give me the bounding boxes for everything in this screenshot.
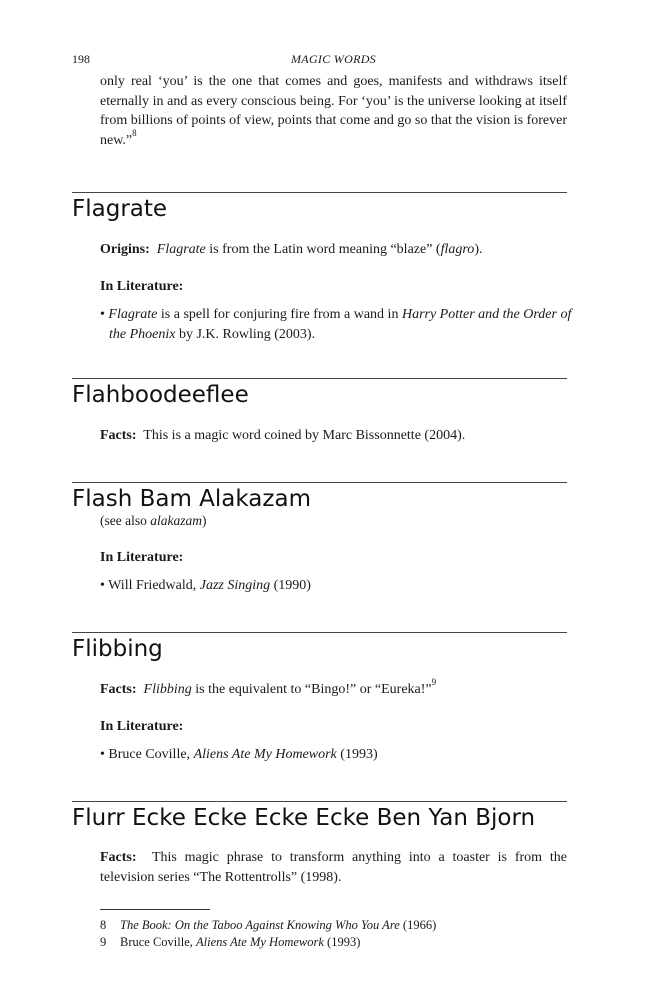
lit-year: (1990) <box>270 578 311 593</box>
footnote-8 <box>100 917 436 934</box>
section-divider <box>72 378 567 379</box>
footnote-title: The Book: On the Taboo Against Knowing Who You Are <box>120 918 400 932</box>
origins-text-end: ). <box>474 242 483 257</box>
flagrate-lit-item <box>100 305 576 344</box>
bullet-symbol: • <box>100 578 105 593</box>
running-head-title: MAGIC WORDS <box>291 52 376 66</box>
facts-word: Flibbing <box>143 682 192 697</box>
lit-text-end: by J.K. Rowling (2003). <box>175 326 316 342</box>
facts-label: Facts: <box>100 850 137 865</box>
section-divider <box>72 192 567 193</box>
page-number: 198 <box>72 52 90 66</box>
footnote-ref-8[interactable]: 8 <box>132 127 137 138</box>
entry-title-flagrate: Flagrate <box>72 196 168 222</box>
lit-year: (1993) <box>336 747 378 762</box>
entry-title-flurr-ecke: Flurr Ecke Ecke Ecke Ecke Ben Yan Bjorn <box>72 805 536 831</box>
footnote-rest: (1966) <box>399 918 437 932</box>
flagrate-lit-heading: In Literature: <box>100 279 184 294</box>
section-divider <box>72 801 567 802</box>
intro-text: only real ‘you’ is the one that comes and goes, manifests and withdraws itself eternally in and as every conscious being. For ‘you’ is the universe looking at itself from billions of points of view, points that come and go so that the vision is forever new.” <box>100 74 567 148</box>
flahboodeeflee-facts <box>100 426 567 446</box>
see-also-close: ) <box>201 513 207 528</box>
facts-text: This magic phrase to transform anything into a toaster is from the television series “The Rottentrolls” (1998). <box>100 850 567 885</box>
flash-bam-lit-item <box>100 576 567 596</box>
flibbing-lit-heading: In Literature: <box>100 719 184 734</box>
footnote-title: Aliens Ate My Homework <box>196 935 324 949</box>
lit-author: Will Friedwald, <box>108 578 200 593</box>
entry-title-flash-bam-alakazam: Flash Bam Alakazam <box>72 486 311 512</box>
flash-bam-see-also <box>100 511 567 531</box>
flibbing-facts <box>100 677 567 700</box>
facts-label: Facts: <box>100 682 137 697</box>
footnote-9 <box>100 934 360 951</box>
bullet-symbol: • <box>100 307 105 322</box>
flurr-facts <box>100 848 567 887</box>
flibbing-lit-item <box>100 745 567 765</box>
facts-text: is the equivalent to “Bingo!” or “Eureka!” <box>191 682 432 697</box>
lit-book: Jazz Singing <box>199 578 271 593</box>
origins-text: is from the Latin word meaning “blaze” ( <box>205 242 441 257</box>
section-divider <box>72 632 567 633</box>
footnote-rest: (1993) <box>323 935 361 949</box>
lit-book: Harry Potter and the Order of the Phoenix <box>109 307 572 342</box>
flash-bam-lit-heading: In Literature: <box>100 550 184 565</box>
footnote-divider <box>100 909 210 910</box>
entry-title-flibbing: Flibbing <box>72 636 163 662</box>
bullet-symbol: • <box>100 747 105 762</box>
lit-book: Aliens Ate My Homework <box>193 747 337 762</box>
flagrate-origins <box>100 240 567 260</box>
lit-author: Bruce Coville, <box>108 747 194 762</box>
origins-word: Flagrate <box>156 242 206 257</box>
intro-paragraph <box>100 72 567 150</box>
facts-label: Facts: <box>100 428 137 443</box>
origins-latin: flagro <box>440 242 475 257</box>
see-also-link[interactable]: alakazam <box>150 513 202 528</box>
see-also-text: (see also <box>100 513 151 528</box>
facts-text: This is a magic word coined by Marc Bissonnette (2004). <box>143 428 466 443</box>
footnote-author: Bruce Coville, <box>120 935 197 949</box>
lit-word: Flagrate <box>108 307 158 322</box>
lit-text: is a spell for conjuring fire from a wand in <box>157 307 402 322</box>
entry-title-flahboodeeflee: Flahboodeeflee <box>72 382 249 408</box>
footnote-number: 8 <box>100 918 107 932</box>
footnote-ref-9[interactable]: 9 <box>431 677 437 688</box>
footnote-number: 9 <box>100 935 107 949</box>
section-divider <box>72 482 567 483</box>
origins-label: Origins: <box>100 242 150 257</box>
